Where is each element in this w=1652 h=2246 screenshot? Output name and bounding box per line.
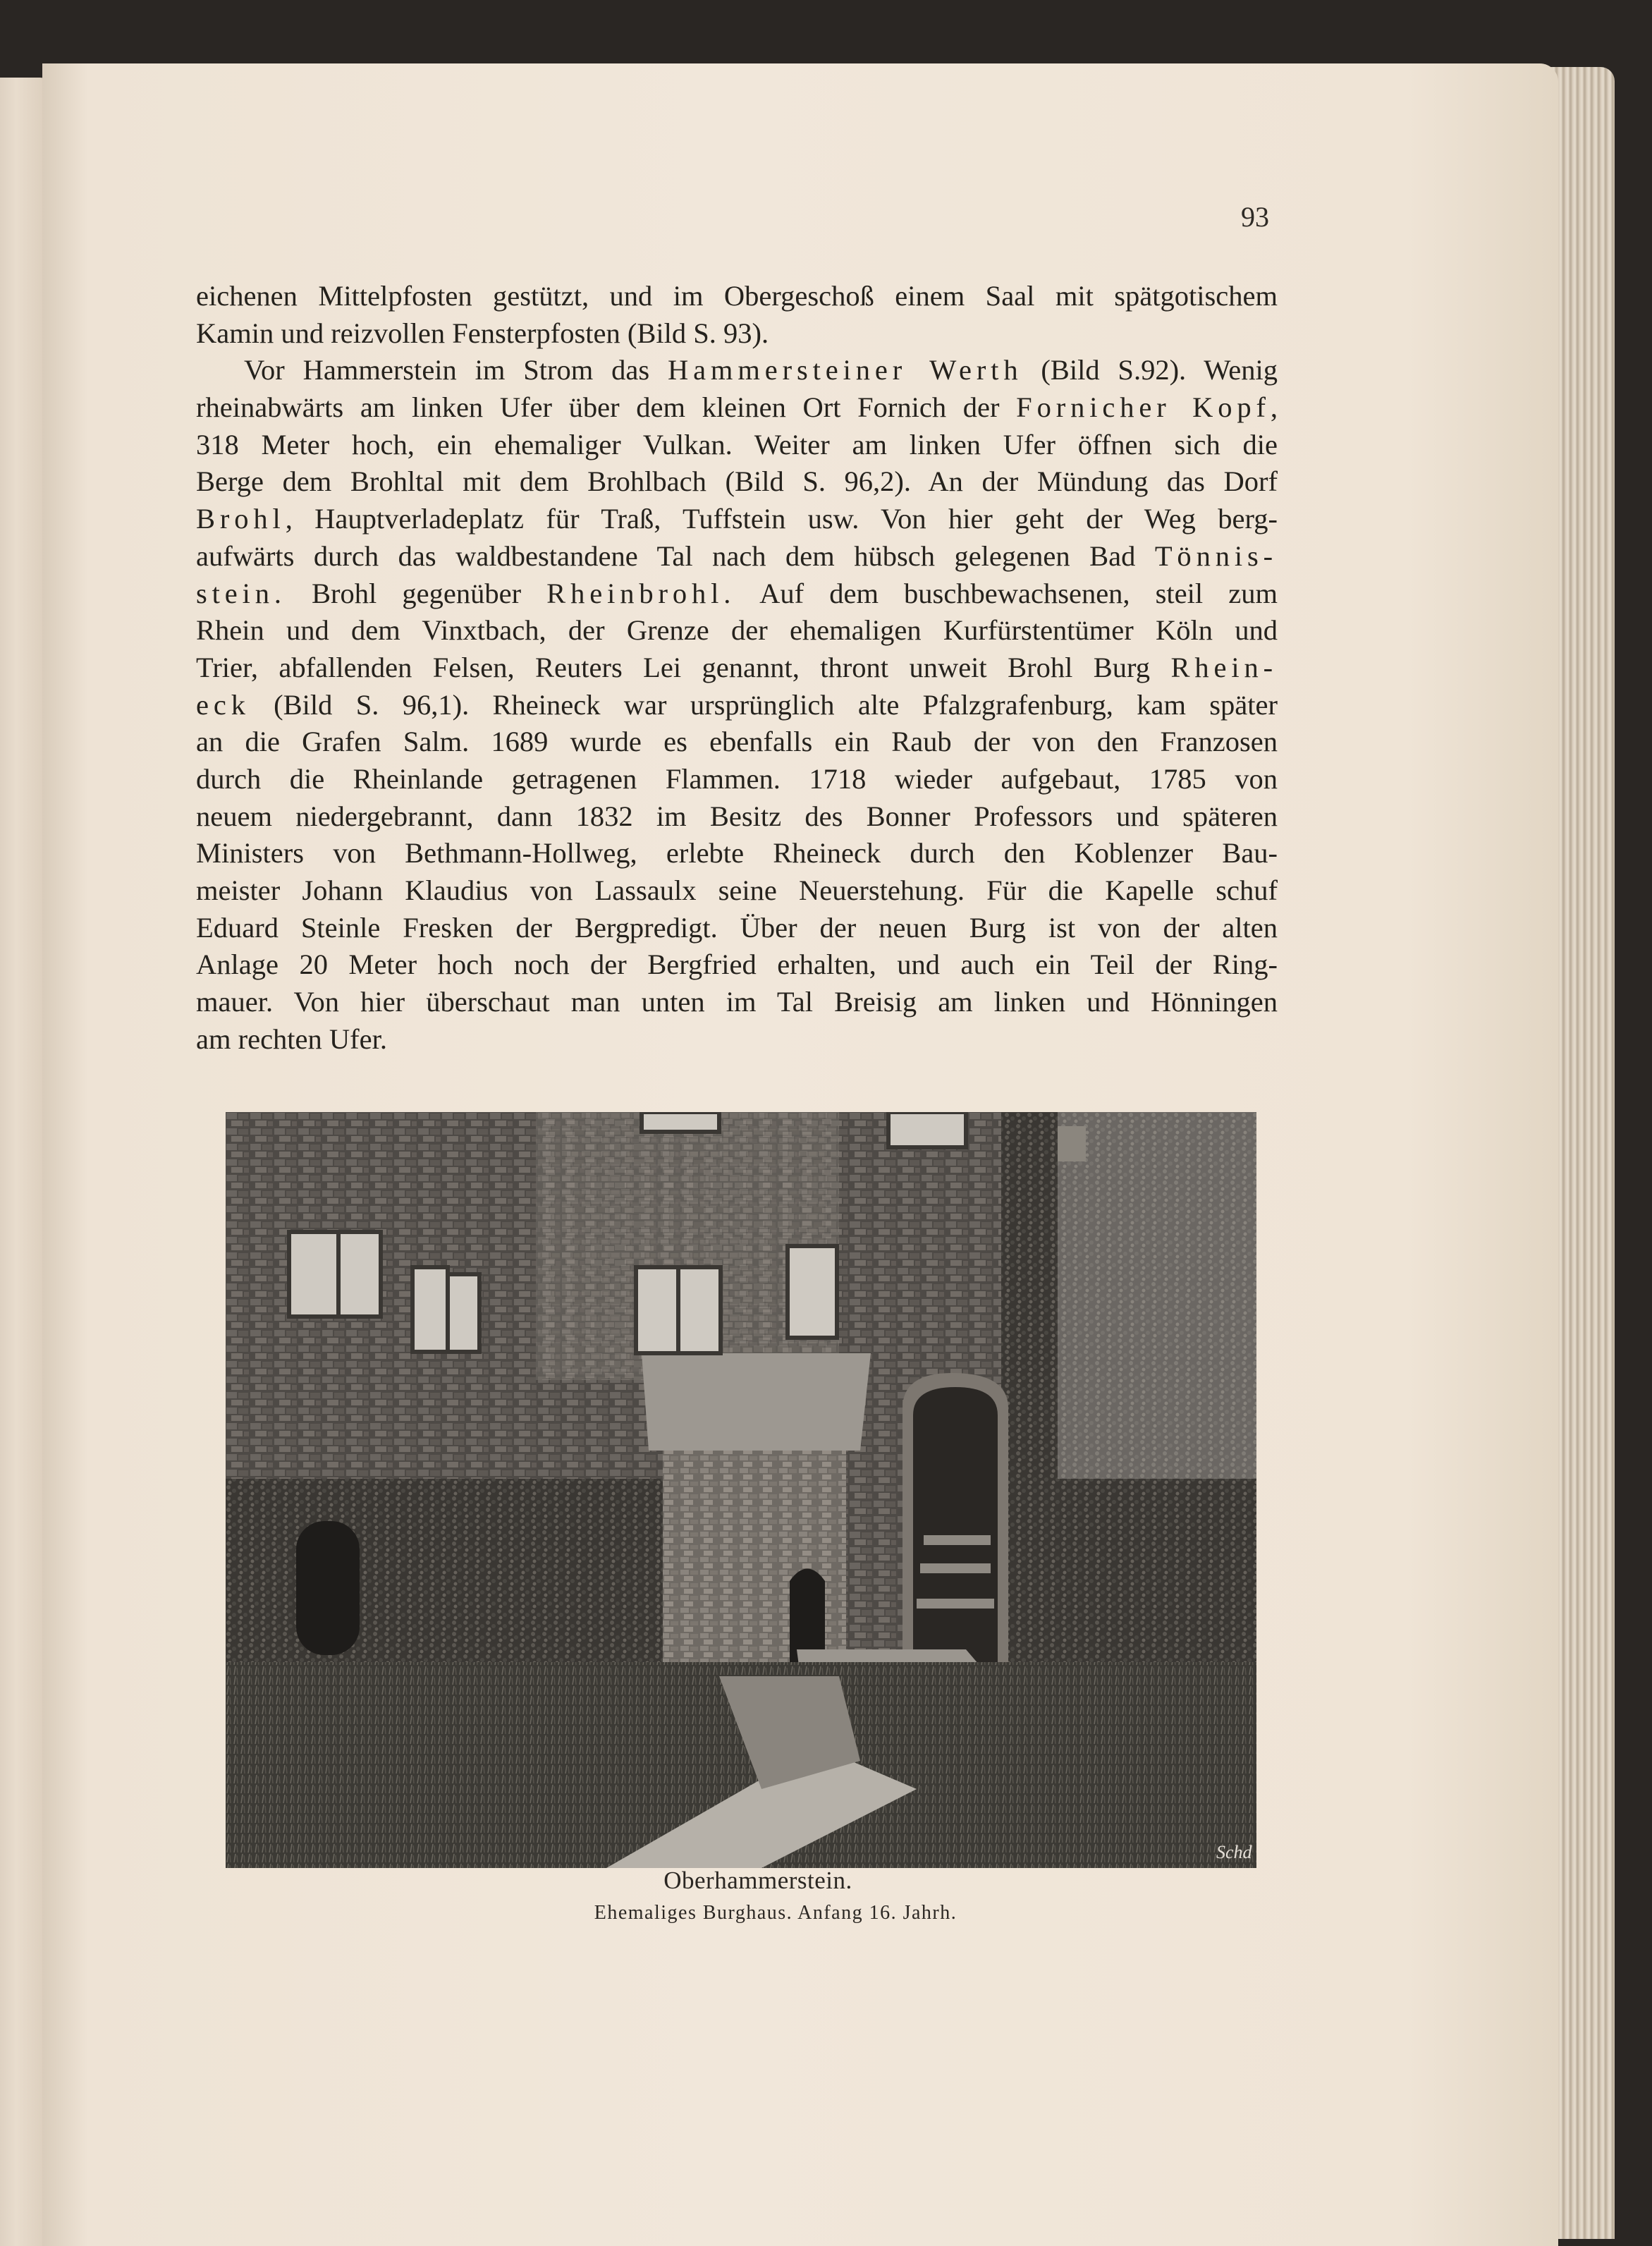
photograph-oberhammerstein: [226, 1112, 1256, 1868]
text-run: Rhein und dem Vinxtbach, der Grenze der ehemaligen Kurfürstentümer Köln und: [196, 614, 1278, 647]
spaced-emphasis: Fornicher Kopf: [1016, 391, 1271, 424]
text-line: [196, 761, 1278, 798]
photographer-signature: Schd: [1216, 1842, 1252, 1862]
text-run: Auf dem buschbewachsenen, steil zum: [735, 577, 1278, 609]
text-line: [196, 910, 1278, 947]
text-line: [196, 315, 1278, 353]
text-line: [196, 501, 1278, 538]
spaced-emphasis: Hammersteiner Werth: [667, 354, 1023, 386]
text-run: mauer. Von hier überschaut man unten im Tal Breisig am linken und Hönningen: [196, 986, 1278, 1018]
figure-caption-title: Oberhammerstein.: [663, 1867, 852, 1894]
text-line: [196, 835, 1278, 872]
text-line: [196, 946, 1278, 984]
text-run: (Bild S.92). Wenig: [1022, 354, 1278, 386]
text-line: [196, 872, 1278, 910]
courtyard-photo: [226, 1112, 1256, 1868]
text-run: Trier, abfallenden Felsen, Reuters Lei genannt, thront unweit Brohl Burg: [196, 651, 1171, 683]
text-line: [196, 389, 1278, 427]
spaced-emphasis: Brohl: [196, 503, 286, 535]
text-line: [196, 1021, 1278, 1058]
text-run: Eduard Steinle Fresken der Bergpredigt. Über der neuen Burg ist von der alten: [196, 911, 1278, 944]
text-run: , Hauptverladeplatz für Traß, Tuffstein usw. Von hier geht der Weg berg-: [285, 503, 1278, 535]
spaced-emphasis: eck: [196, 688, 250, 721]
page-number: 93: [1241, 201, 1269, 233]
text-run: Kamin und reizvollen Fensterpfosten (Bild S. 93).: [196, 317, 769, 349]
text-run: neuem niedergebrannt, dann 1832 im Besitz des Bonner Professors und späteren: [196, 800, 1278, 832]
text-run: aufwärts durch das waldbestandene Tal nach dem hübsch gelegenen Bad: [196, 539, 1155, 572]
text-line: [196, 984, 1278, 1021]
text-run: am rechten Ufer.: [196, 1023, 387, 1055]
text-run: eichenen Mittelpfosten gestützt, und im Obergeschoß einem Saal mit spätgotischem: [196, 280, 1278, 312]
text-run: Anlage 20 Meter hoch noch der Bergfried erhalten, und auch ein Teil der Ring-: [196, 948, 1278, 981]
text-run: rheinabwärts am linken Ufer über dem kleinen Ort Fornich der: [196, 391, 1017, 424]
text-line: [196, 463, 1278, 501]
text-line: [196, 649, 1278, 687]
text-run: (Bild S. 96,1). Rheineck war ursprünglich alte Pfalzgrafenburg, kam später: [250, 688, 1278, 721]
text-run: meister Johann Klaudius von Lassaulx seine Neuerstehung. Für die Kapelle schuf: [196, 874, 1278, 906]
text-line: [196, 538, 1278, 575]
text-line: [196, 687, 1278, 724]
text-line: [196, 798, 1278, 836]
text-run: 318 Meter hoch, ein ehemaliger Vulkan. Weiter am linken Ufer öffnen sich die: [196, 428, 1278, 460]
text-run: Ministers von Bethmann-Hollweg, erlebte Rheineck durch den Koblenzer Bau-: [196, 837, 1278, 869]
text-line: [196, 352, 1278, 389]
text-line: [196, 612, 1278, 649]
spaced-emphasis: Rheinbrohl.: [546, 577, 736, 609]
text-run: an die Grafen Salm. 1689 wurde es ebenfalls ein Raub der von den Franzosen: [196, 726, 1278, 758]
spaced-emphasis: Tönnis-: [1154, 539, 1278, 572]
body-text: [196, 278, 1278, 1058]
spaced-emphasis: Rhein-: [1170, 651, 1278, 683]
text-run: Berge dem Brohltal mit dem Brohlbach (Bild S. 96,2). An der Mündung das Dorf: [196, 465, 1278, 498]
text-run: Vor Hammerstein im Strom das: [244, 354, 668, 386]
spaced-emphasis: stein.: [196, 577, 286, 609]
text-line: [196, 575, 1278, 613]
figure-caption-subtitle: Ehemaliges Burghaus. Anfang 16. Jahrh.: [594, 1902, 957, 1924]
text-run: durch die Rheinlande getragenen Flammen. 1718 wieder aufgebaut, 1785 von: [196, 762, 1278, 795]
text-run: ,: [1270, 391, 1278, 424]
text-line: [196, 724, 1278, 761]
text-line: [196, 427, 1278, 464]
text-run: Brohl gegenüber: [286, 577, 547, 609]
text-line: [196, 278, 1278, 315]
